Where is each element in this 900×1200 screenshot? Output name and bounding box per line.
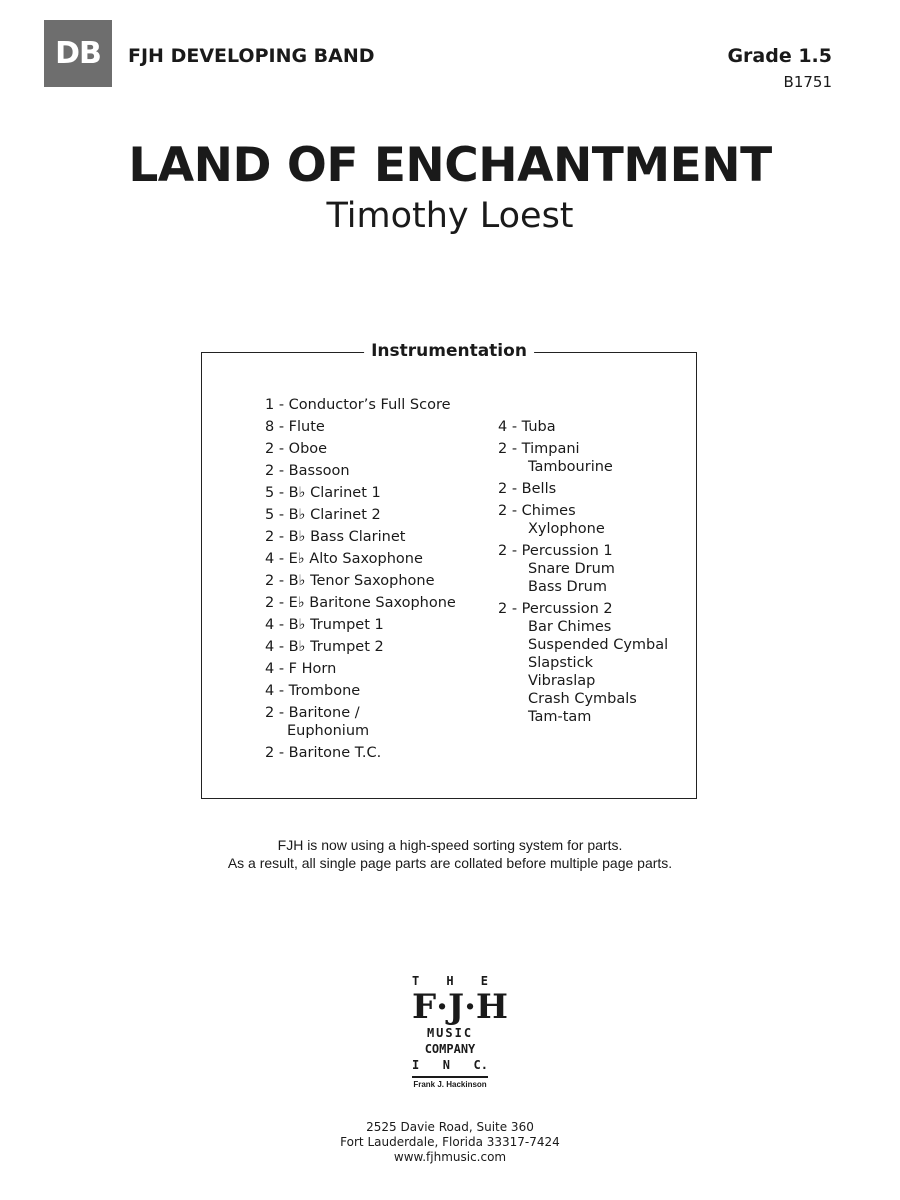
instrument-entry (265, 704, 456, 740)
instrument-line: 2 - Percussion 1 (498, 543, 613, 559)
instrument-line: 4 - B♭ Trumpet 2 (265, 639, 384, 655)
logo-signature: Frank J. Hackinson (413, 1080, 487, 1089)
instrument-line: 4 - Tuba (498, 419, 556, 435)
instrument-line: 4 - B♭ Trumpet 1 (265, 617, 384, 633)
instrument-entry (498, 542, 668, 596)
instrument-entry (265, 682, 456, 700)
logo-inc: I N C. (412, 1058, 488, 1072)
instrument-line: 2 - Percussion 2 (498, 601, 613, 617)
piece-title: LAND OF ENCHANTMENT (128, 138, 772, 193)
logo-the: T H E (412, 974, 488, 988)
sorting-note-line-2: As a result, all single page parts are collated before multiple page parts. (227, 855, 673, 871)
instrument-line: 4 - Trombone (265, 683, 361, 699)
instrument-line: 2 - B♭ Tenor Saxophone (265, 573, 435, 589)
address-city: Fort Lauderdale, Florida 33317-7424 (340, 1135, 560, 1149)
instrument-entry (498, 480, 668, 498)
instrument-subline: Bar Chimes (528, 619, 612, 635)
instrument-subline: Snare Drum (528, 561, 615, 577)
instrument-line: 2 - Oboe (265, 441, 328, 457)
logo-rule (412, 1076, 488, 1078)
instrument-entry (265, 744, 456, 762)
instrument-entry (265, 638, 456, 656)
instrument-line: 2 - B♭ Bass Clarinet (265, 529, 406, 545)
instrument-line: 8 - Flute (265, 419, 325, 435)
instrument-line: 2 - Bassoon (265, 463, 350, 479)
instrument-subline: Suspended Cymbal (528, 637, 669, 653)
instrument-entry (498, 440, 668, 476)
publisher-address (0, 1120, 900, 1165)
instrument-subline: Vibraslap (528, 673, 596, 689)
instrument-entry (265, 484, 456, 502)
instrument-line: 2 - E♭ Baritone Saxophone (265, 595, 456, 611)
instrument-line: 2 - Baritone / (265, 705, 360, 721)
instrument-line: 5 - B♭ Clarinet 1 (265, 485, 381, 501)
instrument-subline: Bass Drum (528, 579, 607, 595)
composer-name: Timothy Loest (326, 196, 574, 236)
instrument-subline: Crash Cymbals (528, 691, 637, 707)
instrument-subline: Slapstick (528, 655, 593, 671)
instrumentation-heading: Instrumentation (364, 341, 534, 361)
publisher-logo (412, 973, 509, 1089)
instrument-subline: Euphonium (287, 723, 370, 739)
instrument-entry (265, 506, 456, 524)
instrument-entry (265, 616, 456, 634)
logo-fjh: F · J · H (412, 987, 509, 1027)
instrument-entry (265, 418, 456, 436)
instrument-line: 4 - E♭ Alto Saxophone (265, 551, 423, 567)
instrument-entry (498, 600, 668, 726)
instrument-entry (498, 502, 668, 538)
publisher-website: www.fjhmusic.com (393, 1150, 507, 1164)
instrument-subline: Tam-tam (528, 709, 592, 725)
series-badge: DB (44, 20, 112, 87)
instrument-entry (265, 396, 456, 414)
instrument-line: 2 - Baritone T.C. (265, 745, 382, 761)
instrumentation-left-column (265, 396, 456, 766)
instrument-line: 4 - F Horn (265, 661, 337, 677)
instrument-entry (265, 528, 456, 546)
instrument-entry (265, 462, 456, 480)
instrument-subline: Tambourine (528, 459, 613, 475)
instrument-entry (498, 418, 668, 436)
address-street: 2525 Davie Road, Suite 360 (366, 1120, 534, 1134)
instrument-entry (265, 594, 456, 612)
instrument-line: 2 - Timpani (498, 441, 580, 457)
instrument-line: 1 - Conductor’s Full Score (265, 397, 451, 413)
instrument-entry (265, 550, 456, 568)
logo-music: MUSIC (426, 1026, 474, 1040)
instrument-line: 5 - B♭ Clarinet 2 (265, 507, 381, 523)
logo-company: COMPANY (424, 1042, 476, 1056)
instrument-line: 2 - Chimes (498, 503, 576, 519)
instrumentation-right-column (498, 418, 668, 730)
instrument-entry (265, 440, 456, 458)
sorting-note (0, 836, 900, 872)
instrument-entry (265, 660, 456, 678)
grade-label: Grade 1.5 (727, 45, 832, 67)
instrument-line: 2 - Bells (498, 481, 557, 497)
series-name: FJH DEVELOPING BAND (128, 45, 375, 67)
instrumentation-box (201, 341, 697, 799)
instrument-subline: Xylophone (528, 521, 605, 537)
instrument-entry (265, 572, 456, 590)
sorting-note-line-1: FJH is now using a high-speed sorting system for parts. (277, 837, 623, 853)
catalog-number: B1751 (783, 73, 832, 91)
